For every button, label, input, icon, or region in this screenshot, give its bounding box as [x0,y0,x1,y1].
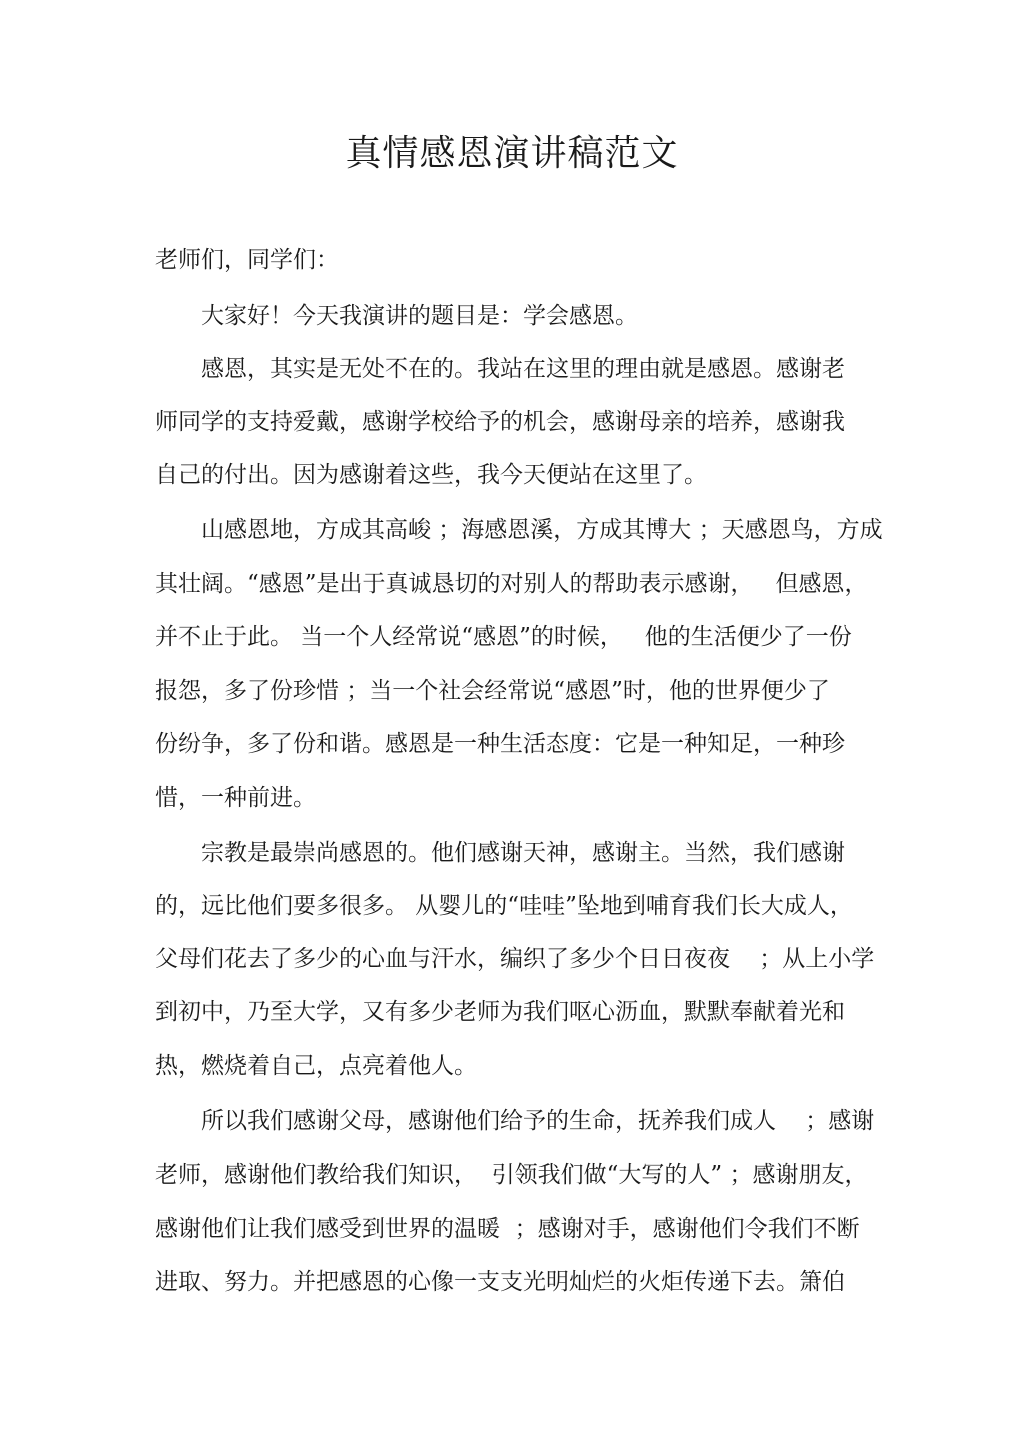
body-line: 所以我们感谢父母，感谢他们给予的生命，抚养我们成人 ；感谢 [155,1108,875,1134]
document-title: 真情感恩演讲稿范文 [345,133,679,174]
body-line: 大家好！今天我演讲的题目是：学会感恩。 [155,303,638,329]
body-line: 自己的付出。因为感谢着这些，我今天便站在这里了。 [155,462,707,488]
body-line: 进取、努力。并把感恩的心像一支支光明灿烂的火炬传递下去。箫伯 [155,1269,845,1295]
body-line: 感谢他们让我们感受到世界的温暖 ；感谢对手，感谢他们令我们不断 [155,1216,860,1242]
body-line: 其壮阔。“感恩”是出于真诚恳切的对别人的帮助表示感谢， 但感恩， [155,571,868,597]
body-line: 宗教是最崇尚感恩的。他们感谢天神，感谢主。当然，我们感谢 [155,840,845,866]
body-line: 师同学的支持爱戴，感谢学校给予的机会，感谢母亲的培养，感谢我 [155,409,845,435]
body-line: 并不止于此。 当一个人经常说“感恩”的时候， 他的生活便少了一份 [155,624,852,650]
body-line: 父母们花去了多少的心血与汗水，编织了多少个日日夜夜 ；从上小学 [155,946,875,972]
body-line: 报怨，多了份珍惜 ；当一个社会经常说“感恩”时，他的世界便少了 [155,678,830,704]
body-line: 到初中，乃至大学，又有多少老师为我们呕心沥血，默默奉献着光和 [155,999,845,1025]
body-line: 老师，感谢他们教给我们知识， 引领我们做“大写的人” ；感谢朋友， [155,1162,868,1188]
body-line: 山感恩地，方成其高峻 ；海感恩溪，方成其博大 ；天感恩鸟，方成 [155,517,883,543]
body-line: 份纷争，多了份和谐。感恩是一种生活态度：它是一种知足，一种珍 [155,731,845,757]
body-line: 感恩，其实是无处不在的。我站在这里的理由就是感恩。感谢老 [155,356,845,382]
body-line: 的，远比他们要多很多。 从婴儿的“哇哇”坠地到哺育我们长大成人， [155,893,853,919]
body-line: 惜，一种前进。 [155,785,316,811]
salutation-line: 老师们，同学们： [155,247,339,273]
body-line: 热，燃烧着自己，点亮着他人。 [155,1053,477,1079]
